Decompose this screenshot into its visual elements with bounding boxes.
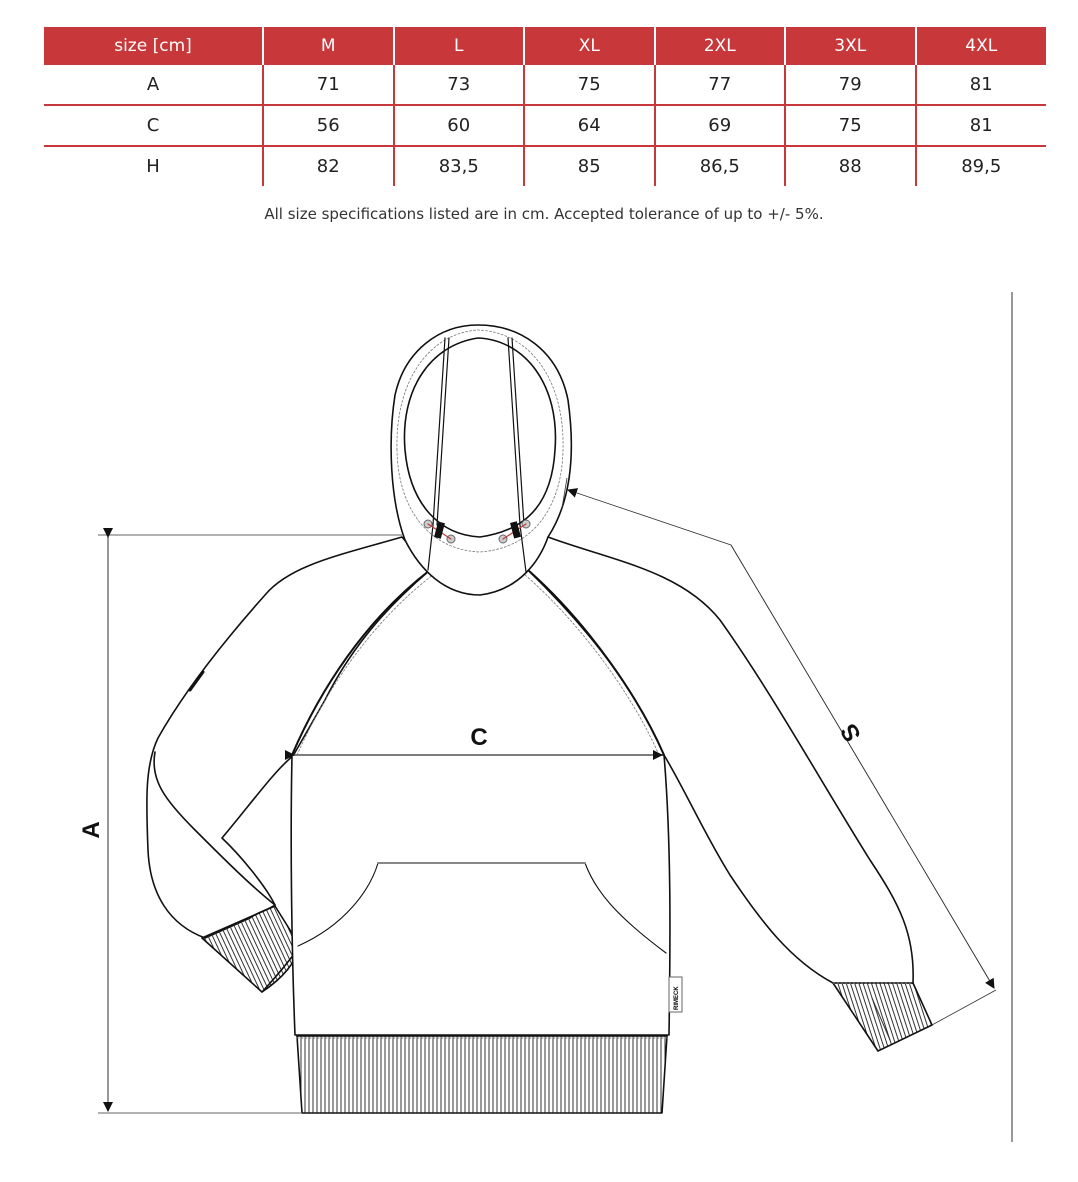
hoodie-body[interactable] bbox=[291, 755, 670, 1035]
dimension-c-label: C bbox=[470, 724, 488, 751]
table-cell: 56 bbox=[263, 105, 394, 146]
row-label: A bbox=[44, 65, 263, 105]
table-cell: 86,5 bbox=[655, 146, 786, 186]
dimension-a-label: A bbox=[78, 821, 105, 839]
table-cell: 69 bbox=[655, 105, 786, 146]
table-cell: 79 bbox=[785, 65, 916, 105]
table-cell: 60 bbox=[394, 105, 525, 146]
dimension-s-label: S bbox=[835, 718, 867, 747]
header-size-cm: size [cm] bbox=[44, 27, 263, 65]
header-size-2xl: 2XL bbox=[655, 27, 786, 65]
table-cell: 75 bbox=[785, 105, 916, 146]
table-cell: 83,5 bbox=[394, 146, 525, 186]
tolerance-note: All size specifications listed are in cm. Accepted tolerance of up to +/- 5%. bbox=[264, 205, 824, 223]
dimension-c bbox=[294, 724, 662, 755]
header-size-m: M bbox=[263, 27, 394, 65]
table-cell: 88 bbox=[785, 146, 916, 186]
table-cell: 82 bbox=[263, 146, 394, 186]
row-label: C bbox=[44, 105, 263, 146]
table-cell: 81 bbox=[916, 105, 1047, 146]
table-cell: 85 bbox=[524, 146, 655, 186]
table-cell: 89,5 bbox=[916, 146, 1047, 186]
table-cell: 81 bbox=[916, 65, 1047, 105]
brand-tag-text: RIMECK bbox=[674, 986, 680, 1010]
table-cell: 77 bbox=[655, 65, 786, 105]
table-cell: 73 bbox=[394, 65, 525, 105]
header-size-3xl: 3XL bbox=[785, 27, 916, 65]
table-cell: 64 bbox=[524, 105, 655, 146]
right-cuff bbox=[833, 983, 932, 1051]
header-size-l: L bbox=[394, 27, 525, 65]
header-size-4xl: 4XL bbox=[916, 27, 1047, 65]
hem-rib bbox=[297, 1036, 667, 1113]
header-size-xl: XL bbox=[524, 27, 655, 65]
table-cell: 71 bbox=[263, 65, 394, 105]
table-cell: 75 bbox=[524, 65, 655, 105]
brand-tag bbox=[669, 977, 682, 1012]
row-label: H bbox=[146, 156, 160, 177]
